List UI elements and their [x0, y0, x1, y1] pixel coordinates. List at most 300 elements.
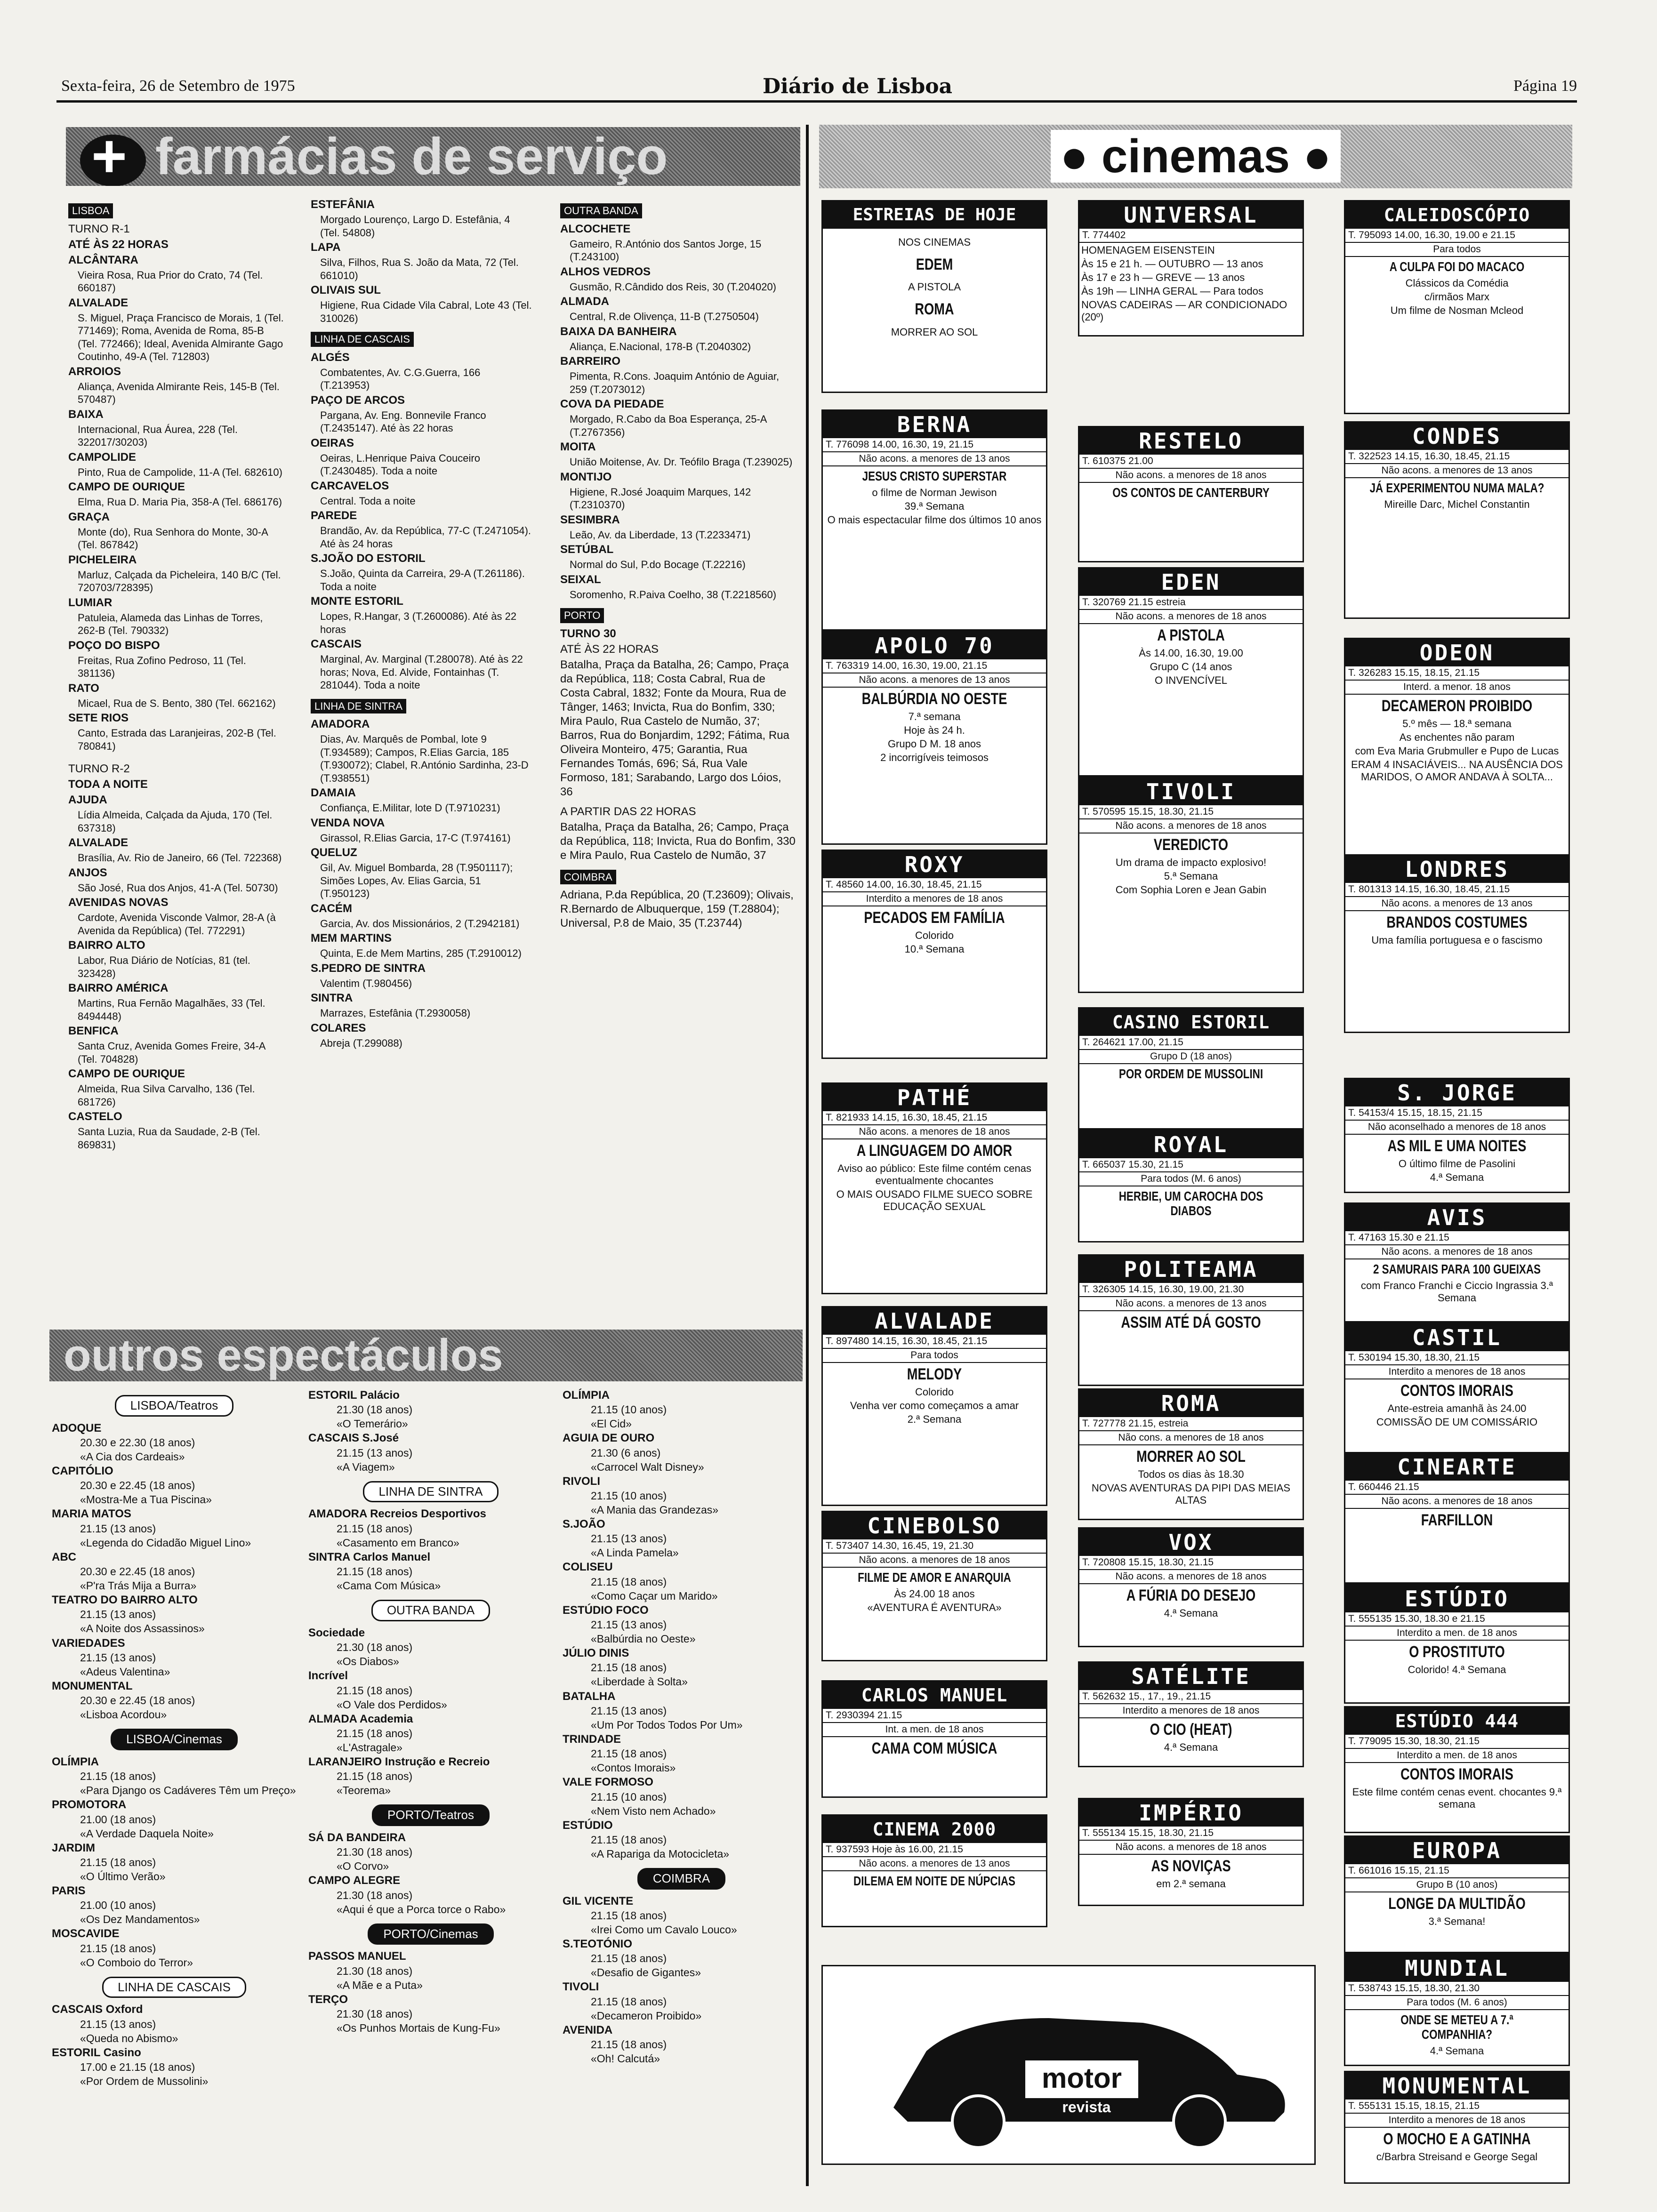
porto-label: PORTO [560, 608, 604, 623]
outros-section [49, 1330, 803, 2191]
age-rating: Não acons. a menores de 18 anos [823, 1125, 1046, 1139]
locality: ALCÂNTARA [68, 253, 138, 266]
age-rating: Não acons. a menores de 13 anos [823, 673, 1046, 688]
show-line: 21.30 (6 anos) [591, 1446, 661, 1459]
section-pill: LISBOA/Cinemas [111, 1729, 238, 1750]
cinema-name: PATHÉ [823, 1084, 1046, 1111]
phone-times: T. 326305 14.15, 16.30, 19.00, 21.30 [1079, 1283, 1303, 1297]
phone-times: T. 555134 15.15, 18.30, 21.15 [1079, 1827, 1303, 1841]
cinema-box [821, 1680, 1047, 1798]
film-title: BRANDOS COSTUMES [1386, 914, 1528, 931]
show-line: 21.15 (18 anos) [80, 1856, 156, 1868]
cinema-name: VOX [1079, 1529, 1303, 1556]
cinema-name: IMPÉRIO [1079, 1799, 1303, 1827]
show-line: «Carrocel Walt Disney» [591, 1460, 704, 1473]
phone-times: T. 661016 15.15, 21.15 [1345, 1864, 1569, 1878]
locality: SETÚBAL [560, 543, 614, 556]
phone-times: T. 779095 15.30, 18.30, 21.15 [1345, 1735, 1569, 1749]
show-line: «Os Punhos Mortais de Kung-Fu» [337, 2022, 500, 2035]
farmacias-section [66, 127, 800, 1325]
listing-line: Com Sophia Loren e Jean Gabin [1115, 884, 1267, 896]
locality: MONTE ESTORIL [311, 595, 403, 608]
section-pill: LISBOA/Teatros [115, 1395, 233, 1417]
phone-times: T. 2930394 21.15 [823, 1709, 1046, 1723]
locality: CASCAIS [311, 638, 362, 650]
locality: LUMIAR [68, 596, 113, 609]
pharmacy-entry: Santa Cruz, Avenida Gomes Freire, 34-A (Tel. 704828) [78, 1040, 265, 1065]
venue-name: ADOQUE [52, 1421, 102, 1435]
show-line: «A Verdade Daquela Noite» [80, 1827, 214, 1840]
listing-line: Hoje às 24 h. [904, 724, 965, 737]
film-title: O CIO (HEAT) [1150, 1721, 1232, 1739]
film-title: DILEMA EM NOITE DE NÚPCIAS [853, 1874, 1015, 1888]
column-rule [806, 125, 809, 2186]
listing-line: Às 15 e 21 h. — OUTUBRO — 13 anos [1081, 258, 1263, 270]
show-line: «Decameron Proibido» [591, 2009, 702, 2022]
venue-name: Sociedade [308, 1626, 365, 1639]
show-line: 21.15 (18 anos) [80, 1770, 156, 1783]
age-rating: Não acons. a menores de 18 anos [1079, 1841, 1303, 1855]
pharmacy-entry: Internacional, Rua Áurea, 228 (Tel. 322017/30203) [78, 423, 238, 448]
cinema-box [1344, 2071, 1570, 2184]
show-line: «P'ra Trás Mija a Burra» [80, 1579, 197, 1592]
locality: MOITA [560, 441, 596, 453]
phone-times: T. 555131 15.15, 18.15, 21.15 [1345, 2100, 1569, 2114]
listing-line: Um drama de impacto explosivo! [1115, 857, 1267, 869]
estreias-subtitle: NOS CINEMAS [898, 236, 971, 248]
cinema-name: CINEARTE [1345, 1453, 1569, 1481]
listing-line: Grupo C (14 anos [1150, 661, 1232, 673]
show-line: 21.15 (13 anos) [80, 1651, 156, 1664]
cinema-name: AVIS [1345, 1204, 1569, 1231]
section-pill: LINHA DE CASCAIS [102, 1977, 246, 1998]
phone-times: T. 538743 15.15, 18.30, 21.30 [1345, 1982, 1569, 1996]
venue-name: JÚLIO DINIS [563, 1647, 629, 1660]
cinema-name: ROMA [915, 300, 954, 319]
section-pill: PORTO/Cinemas [368, 1923, 493, 1945]
show-line: «Mostra-Me a Tua Piscina» [80, 1493, 212, 1506]
venue-name: AVENIDA [563, 2023, 613, 2036]
listing-line: O mais espectacular filme dos últimos 10 anos [827, 513, 1042, 526]
venue-name: ESTORIL Palácio [308, 1389, 400, 1402]
film-title: A FÚRIA DO DESEJO [1126, 1587, 1256, 1604]
cinema-name: TIVOLI [1079, 778, 1303, 805]
motor-logo: motor [1042, 2062, 1122, 2094]
venue-name: CAPITÓLIO [52, 1465, 113, 1478]
film-title: JESUS CRISTO SUPERSTAR [862, 469, 1007, 483]
section-pill: OUTRA BANDA [371, 1600, 490, 1621]
pharmacy-entry: Almeida, Rua Silva Carvalho, 136 (Tel. 681726) [78, 1083, 255, 1108]
venue-name: PARIS [52, 1884, 86, 1898]
show-line: 21.15 (18 anos) [591, 1952, 667, 1965]
venue-name: AGUIA DE OURO [563, 1432, 655, 1445]
venue-name: S.JOÃO [563, 1518, 605, 1531]
venue-name: SÁ DA BANDEIRA [308, 1831, 406, 1844]
film-title: HERBIE, UM CAROCHA DOS DIABOS [1118, 1189, 1263, 1218]
show-line: 21.30 (18 anos) [337, 1846, 413, 1859]
pharmacy-entry: Marluz, Calçada da Picheleira, 140 B/C (Tel. 720703/728395) [78, 569, 281, 593]
pharmacy-entry: Brasília, Av. Rio de Janeiro, 66 (Tel. 722368) [78, 852, 282, 864]
locality: PICHELEIRA [68, 553, 137, 566]
age-rating: Interdito a men. de 18 anos [1345, 1627, 1569, 1641]
locality: PAREDE [311, 509, 357, 522]
show-line: «Por Ordem de Mussolini» [80, 2075, 209, 2088]
listing-line: COMISSÃO DE UM COMISSÁRIO [1376, 1416, 1538, 1428]
show-line: 21.15 (18 anos) [337, 1770, 413, 1783]
pharmacy-entry: Pimenta, R.Cons. Joaquim António de Aguiar, 259 (T.2073012) [570, 370, 780, 395]
pharmacy-entry: Garcia, Av. dos Missionários, 2 (T.2942181) [320, 917, 520, 930]
listing-line: 4.ª Semana [1430, 1171, 1484, 1184]
listing-line: 7.ª semana [908, 711, 961, 723]
age-rating: Para todos [823, 1349, 1046, 1363]
listing-line: NOVAS CADEIRAS — AR CONDICIONADO (20º) [1081, 299, 1287, 323]
phone-times: T. 795093 14.00, 16.30, 19.00 e 21.15 [1345, 229, 1569, 243]
show-line: «Cama Com Música» [337, 1579, 441, 1592]
cinema-box [821, 1511, 1047, 1661]
pharmacy-entry: Lídia Almeida, Calçada da Ajuda, 170 (Tel. 637318) [78, 809, 273, 834]
cinema-name: ROYAL [1079, 1131, 1303, 1158]
locality: ALCOCHETE [560, 222, 631, 235]
lisboa-label: LISBOA [68, 203, 113, 218]
age-rating: Grupo D (18 anos) [1079, 1050, 1303, 1064]
venue-name: S.TEOTÓNIO [563, 1938, 633, 1951]
cinema-box [1078, 1798, 1304, 1906]
cinema-box [1078, 1388, 1304, 1520]
show-line: «Aqui é que a Porca torce o Rabo» [337, 1903, 506, 1915]
locality: AJUDA [68, 793, 107, 806]
cinema-box [1078, 777, 1304, 993]
listing-line: 2.ª Semana [907, 1413, 962, 1426]
locality: QUELUZ [311, 846, 357, 859]
film-title: DECAMERON PROIBIDO [1381, 697, 1533, 715]
locality: S.JOÃO DO ESTORIL [311, 552, 426, 565]
listing-line: Este filme contém cenas event. chocantes 9.ª semana [1352, 1786, 1562, 1811]
phone-times: T. 727778 21.15, estreia [1079, 1417, 1303, 1431]
film-title: MELODY [907, 1365, 962, 1383]
listing-line: 5.ª Semana [1164, 870, 1218, 882]
locality: MONTIJO [560, 470, 612, 483]
pharmacy-entry: Freitas, Rua Zofino Pedroso, 11 (Tel. 381136) [78, 654, 246, 679]
pharmacy-entry: Morgado, R.Cabo da Boa Esperança, 25-A (T.2767356) [570, 413, 767, 438]
listing-line: 10.ª Semana [904, 943, 965, 955]
listing-line: NOVAS AVENTURAS DA PIPI DAS MEIAS ALTAS [1091, 1482, 1291, 1507]
show-line: 21.15 (18 anos) [337, 1565, 413, 1578]
locality: ALMADA [560, 295, 609, 308]
cinema-box [1344, 1953, 1570, 2066]
listing-line: Um filme de Nosman Mcleod [1390, 304, 1524, 316]
locality: AVENIDAS NOVAS [68, 896, 169, 909]
film-title: CONTOS IMORAIS [1400, 1765, 1513, 1783]
linha-cascais-label: LINHA DE CASCAIS [311, 332, 414, 347]
show-line: 20.30 e 22.45 (18 anos) [80, 1479, 195, 1492]
locality: CARCAVELOS [311, 479, 389, 492]
film-title: POR ORDEM DE MUSSOLINI [1118, 1066, 1263, 1081]
listing-line: Clássicos da Comédia [1405, 277, 1509, 289]
pharmacy-entry: Canto, Estrada das Laranjeiras, 202-B (Tel. 780841) [78, 727, 276, 752]
film-title: MORRER AO SOL [1136, 1448, 1246, 1466]
cinema-box [1344, 638, 1570, 868]
venue-name: TIVOLI [563, 1980, 599, 1994]
locality: LAPA [311, 241, 341, 254]
pharmacy-entry: Labor, Rua Diário de Notícias, 81 (tel. 323428) [78, 954, 250, 979]
show-line: «Como Caçar um Marido» [591, 1589, 718, 1602]
locality: ALVALADE [68, 296, 129, 309]
phone-times: T. 555135 15.30, 18.30 e 21.15 [1345, 1612, 1569, 1627]
cinema-name: MUNDIAL [1345, 1955, 1569, 1982]
pharmacy-entry: Marginal, Av. Marginal (T.280078). Até às 22 horas; Nova, Ed. Alvide, Fontainhas (T. 281044). Toda a noite [320, 653, 523, 691]
cinema-box [1344, 1706, 1570, 1833]
hours-label: TODA A NOITE [68, 778, 148, 791]
locality: DAMAIA [311, 786, 356, 799]
section-pill: LINHA DE SINTRA [363, 1481, 498, 1503]
age-rating: Não acons. a menores de 13 anos [823, 1857, 1046, 1871]
cinema-box [1078, 426, 1304, 562]
age-rating: Interdito a menores de 18 anos [823, 892, 1046, 906]
cinema-name: CASINO ESTORIL [1079, 1009, 1303, 1036]
locality: SESIMBRA [560, 513, 620, 526]
locality: GRAÇA [68, 510, 110, 523]
age-rating: Não acons. a menores de 13 anos [1079, 1297, 1303, 1311]
pharmacy-list [311, 198, 532, 325]
venue-name: OLÍMPIA [563, 1389, 610, 1402]
film-title: ASSIM ATÉ DÁ GOSTO [1121, 1314, 1261, 1331]
age-rating: Não acons. a menores de 18 anos [1079, 819, 1303, 834]
show-line: «A Linda Pamela» [591, 1547, 679, 1559]
pharmacy-entry: Dias, Av. Marquês de Pombal, lote 9 (T.934589); Campos, R.Elias Garcia, 185 (T.930072); Clabel, R.António Sardinha, 23-D (T.938551) [320, 733, 529, 784]
estreias-title: ESTREIAS DE HOJE [823, 201, 1046, 229]
turno-label: TURNO 30 [560, 627, 616, 640]
listing-line: 39.ª Semana [904, 500, 965, 512]
motor-revista-ad [821, 1965, 1316, 2165]
listing-line: o filme de Norman Jewison [872, 486, 997, 498]
pharmacy-cross-icon [80, 135, 146, 186]
show-line: 21.15 (13 anos) [591, 1704, 667, 1717]
show-line: «Os Diabos» [337, 1655, 399, 1668]
pharmacy-entry: Aliança, E.Nacional, 178-B (T.2040302) [570, 340, 751, 353]
listing-line: Ante-estreia amanhã às 24.00 [1387, 1403, 1527, 1415]
venue-name: COLISEU [563, 1561, 613, 1574]
pharmacy-entry: Vieira Rosa, Rua Prior do Crato, 74 (Tel. 660187) [78, 269, 263, 294]
venue-name: SINTRA Carlos Manuel [308, 1550, 431, 1563]
cinema-name: CARLOS MANUEL [823, 1682, 1046, 1709]
pharmacy-entry: Central, R.de Olivença, 11-B (T.2750504) [570, 311, 759, 322]
listing-line: As enchentes não param [1399, 731, 1515, 744]
phone-times: T. 530194 15.30, 18.30, 21.15 [1345, 1351, 1569, 1365]
pharmacy-entry: Valentim (T.980456) [320, 977, 412, 989]
farmacias-banner: +farmácias de serviço [66, 127, 800, 186]
pharmacy-entry: Gil, Av. Miguel Bombarda, 28 (T.9501117); Simões Lopes, Av. Elias Garcia, 51 (T.950123) [320, 862, 513, 899]
show-line: 21.15 (18 anos) [337, 1522, 413, 1535]
venue-name: CAMPO ALEGRE [308, 1874, 401, 1887]
hours-label: ATÉ ÀS 22 HORAS [68, 238, 169, 251]
age-rating: Para todos (M. 6 anos) [1345, 1996, 1569, 2010]
cinema-box [1344, 1322, 1570, 1457]
phone-times: T. 610375 21.00 [1079, 455, 1303, 469]
cinema-name: S. JORGE [1345, 1079, 1569, 1106]
pharmacy-entry: Elma, Rua D. Maria Pia, 358-A (Tel. 686176) [78, 496, 282, 508]
cinema-name: CASTIL [1345, 1324, 1569, 1351]
listing-line: Às 24.00 18 anos [894, 1587, 975, 1600]
cinema-box [821, 409, 1047, 631]
show-line: 21.15 (18 anos) [337, 1727, 413, 1739]
venue-name: CASCAIS S.José [308, 1432, 399, 1445]
venue-name: ABC [52, 1550, 76, 1563]
venue-name: ALMADA Academia [308, 1712, 413, 1725]
show-line: «O Corvo» [337, 1860, 389, 1873]
turno-label: TURNO R-1 [68, 222, 130, 235]
show-line: 21.15 (10 anos) [591, 1489, 667, 1502]
age-rating: Não acons. a menores de 18 anos [823, 1554, 1046, 1568]
listing-line: Mireille Darc, Michel Constantin [1384, 498, 1530, 510]
cinema-name: EUROPA [1345, 1837, 1569, 1864]
locality: SEIXAL [560, 573, 601, 586]
age-rating: Interdito a menores de 18 anos [1345, 1365, 1569, 1379]
venue-name: CASCAIS Oxford [52, 2003, 143, 2016]
revista-logo: revista [1062, 2099, 1111, 2116]
pharmacy-entry: S.João, Quinta da Carreira, 29-A (T.261186). Toda a noite [320, 568, 525, 593]
listing-line: c/irmãos Marx [1424, 290, 1490, 303]
show-line: 21.15 (18 anos) [337, 1684, 413, 1697]
farmacias-column-3 [560, 198, 796, 1280]
film-title: CONTOS IMORAIS [1400, 1382, 1513, 1400]
linha-sintra-label: LINHA DE SINTRA [311, 699, 406, 714]
locality: ALGÉS [311, 351, 350, 364]
cinema-box [1078, 567, 1304, 777]
cinema-box [1078, 1661, 1304, 1767]
film-title: VEREDICTO [1153, 836, 1229, 854]
age-rating: Não cons. a menores de 18 anos [1079, 1431, 1303, 1445]
show-line: 21.00 (10 anos) [80, 1899, 156, 1912]
listing-line: c/Barbra Streisand e George Segal [1376, 2151, 1538, 2163]
pharmacy-entry: Abreja (T.299088) [320, 1037, 402, 1049]
cinema-name: CALEIDOSCÓPIO [1345, 201, 1569, 229]
venue-name: JARDIM [52, 1841, 96, 1854]
pharmacy-entry: Micael, Rua de S. Bento, 380 (Tel. 662162) [78, 697, 276, 709]
phone-times: T. 320769 21.15 estreia [1079, 596, 1303, 610]
age-rating: Não acons. a menores de 18 anos [1079, 1570, 1303, 1584]
show-line: «Oh! Calcutá» [591, 2052, 660, 2065]
cinema-name: SATÉLITE [1079, 1663, 1303, 1690]
age-rating: Para todos [1345, 243, 1569, 257]
locality: BAIXA [68, 408, 104, 421]
film-title: ONDE SE METEU A 7.ª COMPANHIA? [1400, 2012, 1513, 2042]
venue-name: MOSCAVIDE [52, 1927, 120, 1940]
cinema-name: UNIVERSAL [1079, 201, 1303, 229]
locality: CAMPOLIDE [68, 450, 136, 464]
show-line: «A Cia dos Cardeais» [80, 1451, 185, 1463]
phone-times: T. 763319 14.00, 16.30, 19.00, 21.15 [823, 659, 1046, 673]
pharmacy-entry: Lopes, R.Hangar, 3 (T.2600086). Até às 22 horas [320, 610, 517, 635]
show-line: 20.30 e 22.30 (18 anos) [80, 1436, 195, 1449]
film-title: FILME DE AMOR E ANARQUIA [858, 1570, 1011, 1585]
coimbra-label: COIMBRA [560, 870, 616, 885]
locality: POÇO DO BISPO [68, 639, 160, 652]
listing-line: com Franco Franchi e Ciccio Ingrassia 3.ª Semana [1361, 1279, 1553, 1304]
listing-line: ERAM 4 INSACIÁVEIS... NA AUSÊNCIA DOS MARIDOS, O AMOR ANDAVA À SOLTA... [1351, 759, 1563, 783]
locality: SINTRA [311, 992, 353, 1004]
show-line: 21.30 (18 anos) [337, 2008, 413, 2020]
locality: PAÇO DE ARCOS [311, 393, 405, 407]
listing-line: 3.ª Semana! [1428, 1915, 1486, 1928]
show-line: «Queda no Abismo» [80, 2032, 178, 2044]
phone-times: T. 660446 21.15 [1345, 1481, 1569, 1495]
phone-times: T. 801313 14.15, 16.30, 18.45, 21.15 [1345, 883, 1569, 897]
phone-times: T. 264621 17.00, 21.15 [1079, 1036, 1303, 1050]
listing-line: Colorido [915, 1386, 954, 1398]
locality: AMADORA [311, 718, 370, 730]
film-title: LONGE DA MULTIDÃO [1388, 1895, 1526, 1913]
age-rating: Não acons. a menores de 18 anos [1079, 610, 1303, 624]
listing-line: em 2.ª semana [1156, 1878, 1226, 1890]
age-rating: Para todos (M. 6 anos) [1079, 1172, 1303, 1186]
cinema-box [1344, 200, 1570, 414]
locality: SETE RIOS [68, 712, 129, 724]
cinema-box [821, 1306, 1047, 1506]
page-number: Página 19 [1513, 77, 1577, 95]
porto-pharmacies-night: Batalha, Praça da Batalha, 26; Campo, Praça da República, 118; Invicta, Rua do Bonfim, 330 e Mira Paulo, Rua Castelo de Numão, 37 [560, 820, 796, 862]
listing-line: Grupo D M. 18 anos [887, 738, 981, 750]
show-line: «A Noite dos Assassinos» [80, 1622, 205, 1635]
phone-times: T. 897480 14.15, 16.30, 18.45, 21.15 [823, 1335, 1046, 1349]
show-line: 21.15 (13 anos) [80, 1522, 156, 1535]
show-line: «Teorema» [337, 1784, 391, 1797]
cinema-box [1344, 1452, 1570, 1584]
venue-name: MONUMENTAL [52, 1679, 133, 1692]
cinema-name: CINEMA 2000 [823, 1816, 1046, 1843]
farmacias-column-2 [311, 198, 532, 1280]
show-line: 21.30 (18 anos) [337, 1964, 413, 1977]
show-line: «O Vale dos Perdidos» [337, 1698, 447, 1711]
outros-banner: outros espectáculos [49, 1330, 803, 1381]
show-line: 21.15 (18 anos) [80, 1942, 156, 1955]
locality: BAIRRO ALTO [68, 939, 145, 952]
locality: OLIVAIS SUL [311, 284, 381, 297]
locality: OEIRAS [311, 436, 354, 449]
pharmacy-entry: Cardote, Avenida Visconde Valmor, 28-A (à Avenida da República) (Tel. 772291) [78, 912, 276, 937]
cinema-box [1344, 1078, 1570, 1193]
cinema-box [1078, 1130, 1304, 1242]
venue-name: GIL VICENTE [563, 1894, 634, 1907]
listing-line: 4.ª Semana [1164, 1607, 1218, 1619]
show-line: «Um Por Todos Todos Por Um» [591, 1718, 743, 1731]
film-title: CAMA COM MÚSICA [871, 1739, 997, 1757]
age-rating: Não acons. a menores de 13 anos [823, 452, 1046, 466]
section-pill: COIMBRA [637, 1868, 725, 1890]
cinema-box [821, 1814, 1047, 1927]
show-line: «Lisboa Acordou» [80, 1708, 167, 1721]
cinema-box [1344, 1835, 1570, 1953]
age-rating: Int. a men. de 18 anos [823, 1723, 1046, 1737]
phone-times: T. 774402 [1079, 229, 1303, 243]
show-line: «Desafio de Gigantes» [591, 1966, 701, 1979]
show-line: 21.00 (18 anos) [80, 1813, 156, 1826]
locality: ESTEFÂNIA [311, 198, 375, 211]
show-line: 21.15 (18 anos) [591, 1833, 667, 1846]
film-title: JÁ EXPERIMENTOU NUMA MALA? [1369, 481, 1544, 495]
venue-name: PASSOS MANUEL [308, 1950, 406, 1963]
locality: CASTELO [68, 1110, 122, 1123]
film-title: MORRER AO SOL [891, 326, 978, 338]
phone-times: T. 720808 15.15, 18.30, 21.15 [1079, 1556, 1303, 1570]
show-line: 21.15 (18 anos) [591, 1661, 667, 1674]
pharmacy-entry: Quinta, E.de Mem Martins, 285 (T.2910012) [320, 947, 522, 959]
listing-line: O INVENCÍVEL [1154, 674, 1228, 687]
age-rating: Não acons. a menores de 13 anos [1345, 897, 1569, 911]
film-title: O PROSTITUTO [1409, 1643, 1505, 1661]
locality: COLARES [311, 1021, 366, 1034]
pharmacy-entry: S. Miguel, Praça Francisco de Morais, 1 (Tel. 771469); Roma, Avenida de Roma, 85-B (Tel. 772466); Ideal, Avenida Almirante Gago Coutinho, 49-A (Tel. 712803) [78, 312, 284, 362]
cinema-name: ROXY [823, 851, 1046, 878]
